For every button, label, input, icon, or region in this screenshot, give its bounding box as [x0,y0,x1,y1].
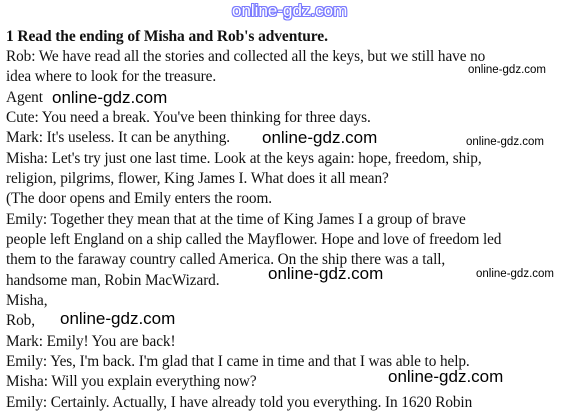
text-line-16: Emily: Yes, I'm back. I'm glad that I came in time and that I was able to help. [6,353,470,370]
text-line-18: Emily: Certainly. Actually, I have already told you everything. In 1620 Robin [6,394,473,411]
watermark-rob-line: online-gdz.com [60,309,176,328]
exercise-heading: 1 Read the ending of Misha and Rob's adventure. [6,28,328,45]
watermark-right-3: online-gdz.com [476,268,554,280]
text-line-4: Cute: You need a break. You've been thinking for three days. [6,109,371,126]
text-line-14: Rob, [6,312,35,329]
text-line-8: (The door opens and Emily enters the room. [6,190,272,207]
text-line-3: Agent [6,89,43,106]
text-line-5: Mark: It's useless. It can be anything. [6,129,231,146]
watermark-right-1: online-gdz.com [468,64,546,76]
watermark-mark-line: online-gdz.com [262,128,378,147]
text-line-2: idea where to look for the treasure. [6,68,217,85]
watermark-right-2: online-gdz.com [466,136,544,148]
watermark-bottom: online-gdz.com [388,367,504,386]
text-line-15: Mark: Emily! You are back! [6,333,176,350]
text-line-6: Misha: Let's try just one last time. Look at the keys again: hope, freedom, ship, [6,150,482,167]
watermark-top: online-gdz.com [232,1,348,20]
text-line-9: Emily: Together they mean that at the time of King James I a group of brave [6,211,466,228]
watermark-ship-line: online-gdz.com [268,264,384,283]
text-line-17: Misha: Will you explain everything now? [6,373,257,390]
text-line-10: people left England on a ship called the Mayflower. Hope and love of freedom led [6,231,502,248]
text-line-7: religion, pilgrims, flower, King James I. What does it all mean? [6,170,389,187]
text-line-13: Misha, [6,292,48,309]
watermark-agent: online-gdz.com [52,88,168,107]
text-line-12: handsome man, Robin MacWizard. [6,272,220,289]
text-line-1: Rob: We have read all the stories and collected all the keys, but we still have no [6,48,486,65]
text-line-11: them to the faraway country called America. On the ship there was a tall, [6,251,446,268]
